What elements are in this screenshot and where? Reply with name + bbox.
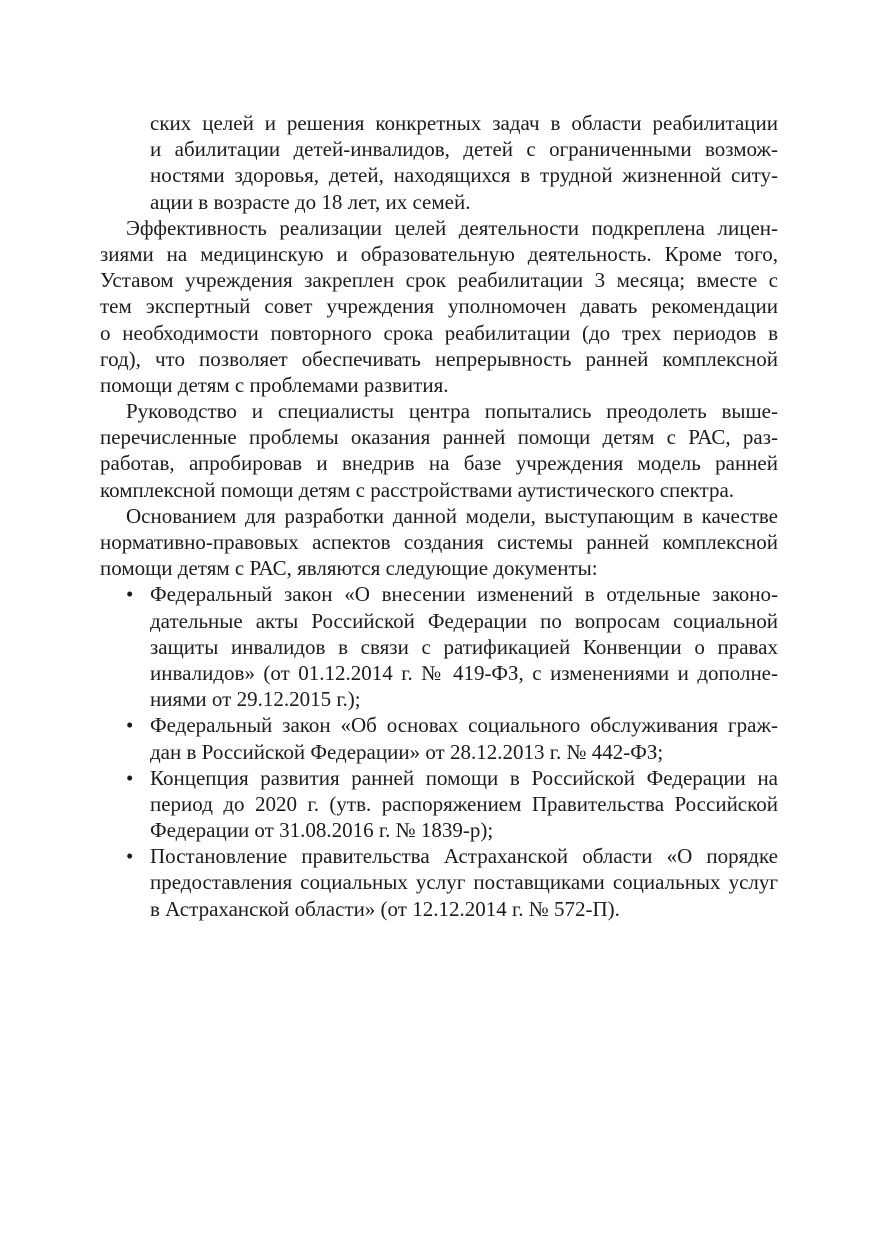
- text-line: Постановление правительства Астраханской области «О порядке: [150, 844, 778, 869]
- text-line: Уставом учреждения закреплен срок реабилитации 3 месяца; вместе с: [100, 268, 778, 293]
- text-line: год), что позволяет обеспечивать непрерывность ранней комплексной: [100, 346, 778, 371]
- text-line: в Астраханской области» (от 12.12.2014 г. № 572-П).: [150, 896, 620, 921]
- text-line: ниями от 29.12.2015 г.);: [150, 687, 361, 712]
- continuation-paragraph: [100, 110, 778, 215]
- text-line: защиты инвалидов в связи с ратификацией Конвенции о правах: [150, 634, 778, 659]
- text-line: нормативно-правовых аспектов создания системы ранней комплексной: [100, 530, 778, 554]
- text-line: тем экспертный совет учреждения уполномочен давать рекомендации: [100, 294, 778, 319]
- text-line: комплексной помощи детям с расстройствами аутистического спектра.: [100, 477, 735, 502]
- paragraph-effectiveness: [100, 215, 778, 398]
- bullet-marker: •: [126, 844, 134, 869]
- bullet-marker: •: [126, 582, 134, 607]
- text-line: ностями здоровья, детей, находящихся в трудной жизненной ситу-: [150, 163, 778, 188]
- text-line: Основанием для разработки данной модели, выступающим в качестве: [126, 503, 778, 528]
- text-line: ации в возрасте до 18 лет, их семей.: [150, 189, 471, 214]
- text-line: дательные акты Российской Федерации по вопросам социальной: [150, 608, 778, 633]
- bullet-marker: •: [126, 713, 134, 738]
- text-line: и абилитации детей-инвалидов, детей с ограниченными возмож-: [150, 137, 778, 162]
- document-list: [100, 581, 778, 921]
- text-line: Федерации от 31.08.2016 г. № 1839-р);: [150, 818, 494, 843]
- text-line: работав, апробировав и внедрив на базе учреждения модель ранней: [100, 451, 778, 476]
- text-line: зиями на медицинскую и образовательную деятельность. Кроме того,: [100, 241, 778, 266]
- list-item: [100, 581, 778, 712]
- text-line: о необходимости повторного срока реабилитации (до трех периодов в: [100, 320, 778, 345]
- text-line: помощи детям с проблемами развития.: [100, 372, 449, 397]
- text-line: перечисленные проблемы оказания ранней помощи детям с РАС, раз-: [100, 425, 778, 450]
- text-line: период до 2020 г. (утв. распоряжением Правительства Российской: [150, 791, 778, 816]
- text-line: предоставления социальных услуг поставщиками социальных услуг: [150, 870, 778, 895]
- text-line: дан в Российской Федерации» от 28.12.2013 г. № 442-ФЗ;: [150, 739, 664, 764]
- text-line: ских целей и решения конкретных задач в области реабилитации: [150, 111, 778, 135]
- paragraph-leadership: [100, 398, 778, 503]
- text-line: Федеральный закон «Об основах социального обслуживания граж-: [150, 713, 778, 738]
- body-text: [100, 110, 778, 922]
- list-item: [100, 765, 778, 844]
- text-line: Руководство и специалисты центра попытались преодолеть выше-: [126, 399, 778, 424]
- text-line: Федеральный закон «О внесении изменений в отдельные законо-: [150, 582, 778, 607]
- paragraph-basis: [100, 503, 778, 582]
- bullet-marker: •: [126, 765, 134, 790]
- list-item: [100, 843, 778, 922]
- text-line: Эффективность реализации целей деятельности подкреплена лицен-: [126, 215, 778, 240]
- text-line: помощи детям с РАС, являются следующие документы:: [100, 556, 598, 581]
- list-item: [100, 712, 778, 764]
- text-line: инвалидов» (от 01.12.2014 г. № 419-ФЗ, с изменениями и дополне-: [150, 660, 778, 685]
- text-line: Концепция развития ранней помощи в Российской Федерации на: [150, 765, 778, 790]
